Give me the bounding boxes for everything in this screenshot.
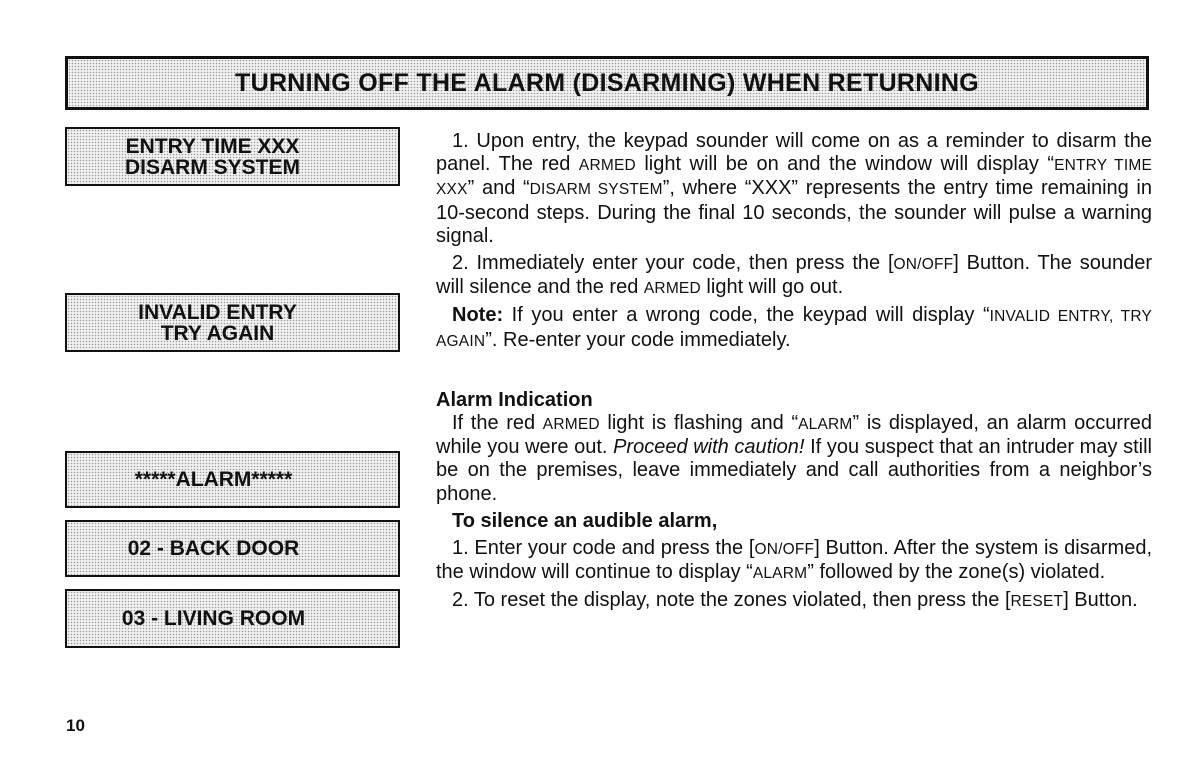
keypad-display-alarm: [65, 451, 400, 508]
text-run: light will go out.: [700, 276, 844, 299]
note-paragraph: [436, 304, 1152, 352]
text-run: ] Button.: [1063, 589, 1138, 612]
text-run: 2. To reset the display, note the zones violated, then press the [: [452, 589, 1011, 612]
alarm-term: ALARM: [752, 565, 808, 583]
text-run: 2. Immediately enter your code, then press the [: [452, 252, 894, 275]
display-line-1: 03 - LIVING ROOM: [121, 607, 306, 630]
page-number: 10: [66, 716, 85, 735]
display-line-1: INVALID ENTRY: [138, 300, 297, 324]
text-run: ” followed by the zone(s) violated.: [807, 561, 1106, 584]
note-label: Note:: [452, 304, 504, 327]
step-2-paragraph: [436, 252, 1152, 300]
text-run: light will be on and the window will display “: [635, 153, 1055, 176]
keypad-display-invalid-entry: [65, 293, 400, 352]
text-run: ] Button. After the system is disarmed, the window will continue to display “: [436, 537, 1152, 584]
text-run: 1. Upon entry, the keypad sounder will come on as a reminder to disarm the panel. The red: [436, 130, 1152, 176]
text-run: ”. Re-enter your code immediately.: [485, 328, 791, 351]
silence-step-1-paragraph: [436, 537, 1152, 585]
text-run: If you enter a wrong code, the keypad will display “: [503, 304, 990, 327]
step-1-paragraph: [436, 130, 1152, 248]
instructions-column: [436, 130, 1152, 614]
keypad-display-back-door: [65, 520, 400, 577]
on-off-button-term: ON/OFF: [754, 541, 815, 559]
reset-button-term: RESET: [1010, 593, 1064, 611]
text-run: ” and “: [467, 177, 530, 200]
armed-term: ARMED: [578, 157, 636, 175]
disarm-system-term: DISARM SYSTEM: [529, 181, 663, 199]
entry-time-term: ENTRY TIME XXX: [436, 157, 1152, 199]
text-run: If the red: [452, 412, 543, 435]
alarm-indication-heading: Alarm Indication: [436, 388, 593, 411]
text-run: light is flashing and “: [599, 412, 799, 435]
caution-text: Proceed with caution!: [613, 436, 805, 459]
armed-term: ARMED: [542, 416, 600, 434]
text-run: 1. Enter your code and press the [: [452, 537, 755, 560]
display-line-2: DISARM SYSTEM: [124, 155, 300, 179]
display-line-1: ENTRY TIME XXX: [125, 134, 300, 158]
text-run: ” is displayed, an alarm occurred while you were out.: [436, 412, 1152, 459]
silence-step-2-paragraph: [436, 589, 1152, 613]
keypad-display-living-room: [65, 589, 400, 648]
display-line-2: TRY AGAIN: [160, 321, 275, 345]
invalid-entry-term: INVALID ENTRY, TRY AGAIN: [436, 308, 1152, 350]
on-off-button-term: ON/OFF: [893, 256, 954, 274]
text-run: If you suspect that an intruder may still be on the premises, leave immediately and call authorities from a neighbor’s phone.: [436, 436, 1152, 505]
armed-term: ARMED: [643, 280, 701, 298]
display-line-1: *****ALARM*****: [134, 468, 293, 491]
alarm-term: ALARM: [798, 416, 853, 434]
silence-alarm-heading: To silence an audible alarm,: [452, 509, 718, 532]
text-run: ] Button. The sounder will silence and the red: [436, 252, 1153, 299]
display-line-1: 02 - BACK DOOR: [127, 537, 300, 560]
section-title: TURNING OFF THE ALARM (DISARMING) WHEN RETURNING: [235, 68, 979, 97]
section-title-bar: [65, 56, 1149, 110]
alarm-indication-paragraph: [436, 412, 1152, 506]
keypad-display-entry-time: [65, 127, 400, 186]
text-run: ”, where “XXX” represents the entry time remaining in 10-second steps. During the final 10 seconds, the sounder will pulse a warning signal.: [436, 177, 1153, 247]
